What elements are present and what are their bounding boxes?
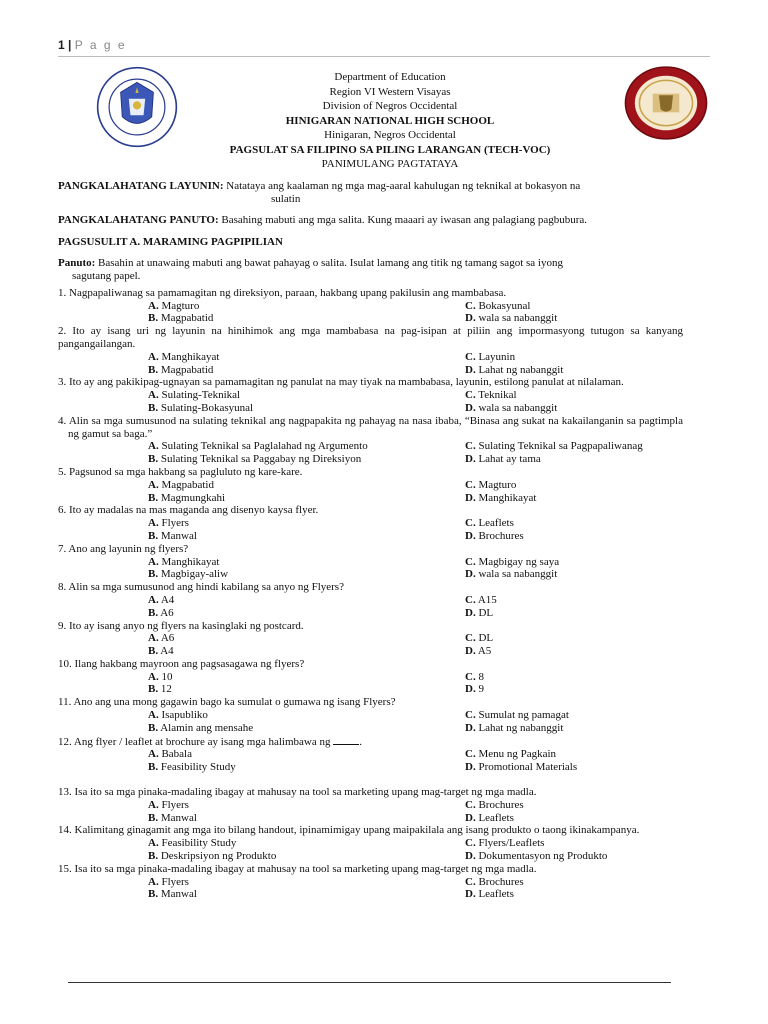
option-letter: C.	[465, 350, 476, 363]
question-item	[58, 543, 683, 581]
option-letter: C.	[465, 517, 476, 530]
option-letter: D.	[465, 312, 476, 325]
question-stem: 3. Ito ay ang pakikipag-ugnayan sa pamamagitan ng panulat na may tiyak na mambabasa, layunin, estilong panulat at nilalaman.	[58, 376, 624, 389]
option-letter: D.	[465, 888, 476, 901]
question-list	[58, 287, 683, 901]
option-grid	[148, 351, 683, 377]
answer-option	[465, 837, 683, 850]
answer-option	[148, 761, 465, 774]
spacer	[58, 774, 683, 786]
answer-option	[148, 812, 465, 825]
option-text: Menu ng Pagkain	[475, 748, 557, 761]
section-title: PAGSUSULIT A. MARAMING PAGPIPILIAN	[58, 236, 283, 249]
page-number: 1 | P a g e	[58, 38, 127, 52]
option-letter: A.	[148, 593, 159, 606]
option-letter: C.	[465, 709, 476, 722]
instructions-label: PANGKALAHATANG PANUTO:	[58, 213, 219, 226]
answer-option	[148, 351, 465, 364]
general-instructions	[58, 214, 683, 227]
option-text: Sulating-Bokasyunal	[158, 401, 254, 414]
answer-option	[465, 453, 683, 466]
option-letter: A.	[148, 748, 159, 761]
answer-option	[465, 556, 683, 569]
option-text: Magpabatid	[158, 312, 214, 325]
option-text: Feasibility Study	[158, 837, 237, 850]
option-text: A4	[158, 593, 175, 606]
option-text: Magbigay ng saya	[475, 555, 560, 568]
option-grid	[148, 632, 683, 658]
question-text	[58, 466, 683, 479]
answer-option	[148, 837, 465, 850]
header-line: Department of Education	[334, 71, 446, 83]
option-letter: B.	[148, 645, 159, 658]
question-text	[58, 786, 683, 799]
question-stem: 11. Ano ang una mong gagawin bago ka sumulat o gumawa ng isang Flyers?	[58, 696, 396, 709]
option-letter: B.	[148, 683, 159, 696]
answer-option	[148, 876, 465, 889]
question-item	[58, 735, 683, 774]
option-text: Brochures	[475, 798, 524, 811]
option-letter: A.	[148, 440, 159, 453]
option-text: 8	[475, 670, 484, 683]
option-letter: A.	[148, 555, 159, 568]
option-text: Brochures	[475, 875, 524, 888]
exam-content	[58, 180, 683, 901]
option-text: A6	[158, 606, 174, 619]
option-text: Babala	[158, 748, 192, 761]
question-stem: 6. Ito ay madalas na mas maganda ang disenyo kaysa flyer.	[58, 504, 319, 517]
option-grid	[148, 479, 683, 505]
option-letter: A.	[148, 299, 159, 312]
answer-option	[148, 594, 465, 607]
option-text: A5	[475, 645, 492, 658]
question-text	[58, 620, 683, 633]
option-text: Sulating Teknikal sa Paglalahad ng Argumento	[158, 440, 368, 453]
answer-option	[465, 568, 683, 581]
question-stem: 8. Alin sa mga sumusunod ang hindi kabilang sa anyo ng Flyers?	[58, 581, 344, 594]
answer-option	[465, 799, 683, 812]
option-letter: D.	[465, 761, 476, 774]
answer-option	[148, 492, 465, 505]
option-text: A15	[475, 593, 497, 606]
panuto-text-cont: sagutang papel.	[72, 269, 141, 282]
option-letter: B.	[148, 529, 159, 542]
option-grid	[148, 440, 683, 466]
question-item	[58, 658, 683, 696]
option-text: Magpabatid	[158, 478, 214, 491]
option-text: Leaflets	[475, 811, 514, 824]
answer-option	[148, 799, 465, 812]
question-text	[58, 543, 683, 556]
option-letter: B.	[148, 850, 159, 863]
answer-option	[148, 632, 465, 645]
header-rule	[58, 56, 710, 57]
answer-option	[465, 671, 683, 684]
answer-option	[465, 389, 683, 402]
question-item	[58, 504, 683, 542]
question-text	[58, 376, 683, 389]
answer-option	[148, 556, 465, 569]
answer-option	[148, 607, 465, 620]
option-grid	[148, 837, 683, 863]
option-letter: A.	[148, 709, 159, 722]
answer-option	[148, 402, 465, 415]
option-letter: B.	[148, 568, 159, 581]
option-letter: C.	[465, 478, 476, 491]
option-text: Leaflets	[475, 888, 514, 901]
question-item	[58, 786, 683, 824]
option-letter: C.	[465, 798, 476, 811]
header-line: Division of Negros Occidental	[322, 100, 458, 112]
option-text: wala sa nabanggit	[475, 401, 558, 414]
option-letter: C.	[465, 748, 476, 761]
answer-option	[465, 312, 683, 325]
option-letter: A.	[148, 875, 159, 888]
option-text: Brochures	[475, 529, 524, 542]
option-letter: B.	[148, 491, 159, 504]
option-letter: A.	[148, 837, 159, 850]
option-grid	[148, 517, 683, 543]
option-text: 9	[475, 683, 484, 696]
option-text: wala sa nabanggit	[475, 568, 558, 581]
option-text: Layunin	[475, 350, 516, 363]
option-letter: A.	[148, 632, 159, 645]
question-stem: 5. Pagsunod sa mga hakbang sa pagluluto ng kare-kare.	[58, 465, 303, 478]
option-grid	[148, 389, 683, 415]
option-text: Manwal	[158, 529, 197, 542]
answer-option	[148, 709, 465, 722]
option-text: Lahat ng nabanggit	[475, 721, 564, 734]
answer-option	[465, 876, 683, 889]
answer-option	[148, 440, 465, 453]
answer-option	[465, 888, 683, 901]
answer-option	[465, 530, 683, 543]
answer-option	[148, 748, 465, 761]
option-text: Magbigay-aliw	[158, 568, 229, 581]
option-text: Bokasyunal	[475, 299, 531, 312]
option-letter: D.	[465, 491, 476, 504]
option-text: Flyers/Leaflets	[475, 837, 545, 850]
option-letter: D.	[465, 529, 476, 542]
option-text: Manghikayat	[158, 555, 220, 568]
document-header	[180, 70, 600, 172]
option-letter: B.	[148, 401, 159, 414]
option-text: A6	[158, 632, 175, 645]
option-text: Dokumentasyon ng Produkto	[475, 850, 608, 863]
option-text: Isapubliko	[158, 709, 208, 722]
option-text: Teknikal	[475, 389, 517, 402]
question-text	[58, 581, 683, 594]
header-line: PANIMULANG PAGTATAYA	[321, 158, 459, 170]
option-letter: A.	[148, 798, 159, 811]
option-letter: D.	[465, 811, 476, 824]
test-instructions	[58, 257, 683, 283]
option-text: 10	[158, 670, 173, 683]
answer-option	[465, 364, 683, 377]
option-letter: D.	[465, 363, 476, 376]
answer-option	[465, 517, 683, 530]
answer-option	[465, 683, 683, 696]
option-letter: D.	[465, 606, 476, 619]
option-text: Sulating Teknikal sa Paggabay ng Direksiyon	[158, 453, 362, 466]
option-letter: A.	[148, 517, 159, 530]
option-text: 12	[158, 683, 172, 696]
option-letter: D.	[465, 721, 476, 734]
answer-option	[148, 888, 465, 901]
option-grid	[148, 876, 683, 902]
option-letter: D.	[465, 568, 476, 581]
answer-option	[465, 594, 683, 607]
question-text	[58, 696, 683, 709]
question-text	[58, 658, 683, 671]
answer-option	[148, 530, 465, 543]
option-grid	[148, 799, 683, 825]
option-text: Magpabatid	[158, 363, 214, 376]
answer-option	[465, 850, 683, 863]
answer-option	[465, 722, 683, 735]
objective-label: PANGKALAHATANG LAYUNIN:	[58, 180, 224, 192]
question-text	[58, 824, 683, 837]
option-text: DL	[475, 606, 494, 619]
objective-text: Natataya ang kaalaman ng mga mag-aaral kahulugan ng teknikal at bokasyon na	[223, 180, 581, 192]
option-letter: D.	[465, 453, 476, 466]
answer-option	[148, 479, 465, 492]
option-text: Lahat ay tama	[475, 453, 541, 466]
header-line: Region VI Western Visayas	[329, 85, 451, 98]
instructions-text: Basahing mabuti ang mga salita. Kung maaari ay iwasan ang palagiang pagbubura.	[218, 213, 588, 226]
question-text	[58, 863, 683, 876]
option-letter: C.	[465, 593, 476, 606]
answer-option	[148, 671, 465, 684]
option-text: Magturo	[158, 299, 200, 312]
answer-option	[465, 607, 683, 620]
answer-option	[148, 722, 465, 735]
option-text: Flyers	[158, 875, 189, 888]
answer-option	[148, 312, 465, 325]
option-letter: B.	[148, 811, 159, 824]
question-item	[58, 581, 683, 619]
option-letter: C.	[465, 299, 476, 312]
answer-blank	[333, 735, 359, 745]
option-text: Manghikayat	[475, 491, 537, 504]
answer-option	[148, 850, 465, 863]
option-letter: B.	[148, 888, 159, 901]
option-grid	[148, 300, 683, 326]
option-text: Magmungkahi	[158, 491, 226, 504]
option-letter: C.	[465, 389, 476, 402]
question-stem: 7. Ano ang layunin ng flyers?	[58, 542, 189, 555]
header-line: PAGSULAT SA FILIPINO SA PILING LARANGAN (TECH-VOC)	[229, 143, 551, 156]
option-letter: A.	[148, 389, 159, 402]
school-crest-icon	[622, 64, 710, 142]
option-letter: B.	[148, 363, 159, 376]
question-item	[58, 696, 683, 734]
option-letter: C.	[465, 875, 476, 888]
option-grid	[148, 748, 683, 774]
option-text: Manghikayat	[158, 350, 220, 363]
objective-text-cont: sulatin	[271, 192, 301, 205]
option-letter: D.	[465, 645, 476, 658]
panuto-label: Panuto:	[58, 257, 96, 270]
header-line: Hinigaran, Negros Occidental	[324, 129, 456, 141]
answer-option	[148, 517, 465, 530]
option-text: Sulating-Teknikal	[158, 389, 241, 402]
option-grid	[148, 671, 683, 697]
option-text: Flyers	[158, 798, 189, 811]
question-stem: 15. Isa ito sa mga pinaka-madaling ibagay at mahusay na tool sa marketing upang mag-target ng mga madla.	[58, 862, 537, 875]
question-stem: 13. Isa ito sa mga pinaka-madaling ibagay at mahusay na tool sa marketing upang mag-target ng mga madla.	[58, 786, 537, 799]
answer-option	[465, 479, 683, 492]
option-letter: B.	[148, 453, 159, 466]
option-letter: D.	[465, 683, 476, 696]
option-text: Sumulat ng pamagat	[475, 709, 569, 722]
question-text	[58, 415, 683, 441]
option-letter: B.	[148, 312, 159, 325]
answer-option	[148, 453, 465, 466]
question-item	[58, 466, 683, 504]
answer-option	[465, 812, 683, 825]
question-text	[58, 504, 683, 517]
general-objective	[58, 180, 683, 206]
question-text	[58, 735, 683, 749]
option-letter: A.	[148, 670, 159, 683]
answer-option	[465, 402, 683, 415]
option-grid	[148, 594, 683, 620]
question-item	[58, 863, 683, 901]
question-item	[58, 824, 683, 862]
header-line: HINIGARAN NATIONAL HIGH SCHOOL	[285, 114, 495, 127]
option-grid	[148, 556, 683, 582]
answer-option	[148, 683, 465, 696]
option-text: A4	[158, 645, 174, 658]
question-item	[58, 620, 683, 658]
option-letter: B.	[148, 606, 159, 619]
answer-option	[465, 645, 683, 658]
option-text: Promotional Materials	[475, 761, 578, 774]
question-item	[58, 376, 683, 414]
option-letter: C.	[465, 440, 476, 453]
option-text: Manwal	[158, 888, 197, 901]
question-item	[58, 287, 683, 325]
answer-option	[148, 389, 465, 402]
option-letter: D.	[465, 850, 476, 863]
option-text: Feasibility Study	[158, 761, 236, 774]
question-item	[58, 415, 683, 466]
answer-option	[148, 645, 465, 658]
option-letter: D.	[465, 401, 476, 414]
answer-option	[148, 568, 465, 581]
option-text: Lahat ng nabanggit	[475, 363, 564, 376]
answer-option	[465, 492, 683, 505]
option-letter: C.	[465, 555, 476, 568]
option-text: Flyers	[158, 517, 189, 530]
question-stem: 4. Alin sa mga sumusunod na sulating teknikal ang nagpapakita ng pahayag na nasa ibaba, “Binasa ang sukat na kakailanganin sa pagtimpla ng gamut sa baga.”	[58, 414, 683, 440]
answer-option	[465, 748, 683, 761]
option-text: wala sa nabanggit	[475, 312, 558, 325]
option-text: Alamin ang mensahe	[158, 721, 254, 734]
footer-rule	[68, 982, 671, 983]
answer-option	[465, 709, 683, 722]
option-text: Sulating Teknikal sa Pagpapaliwanag	[475, 440, 643, 453]
answer-option	[465, 761, 683, 774]
option-letter: A.	[148, 478, 159, 491]
answer-option	[465, 632, 683, 645]
option-letter: C.	[465, 837, 476, 850]
option-letter: B.	[148, 761, 159, 774]
option-letter: C.	[465, 670, 476, 683]
question-stem: 14. Kalimitang ginagamit ang mga ito bilang handout, ipinamimigay upang maipakilala ang isang produkto o taong ikinakampanya.	[58, 824, 640, 837]
option-letter: A.	[148, 350, 159, 363]
question-text	[58, 287, 683, 300]
option-text: Manwal	[158, 811, 197, 824]
deped-seal-icon	[96, 66, 178, 148]
answer-option	[465, 300, 683, 313]
question-stem: 1. Nagpapaliwanag sa pamamagitan ng direksiyon, paraan, hakbang upang pakilusin ang mambabasa.	[58, 286, 507, 299]
option-grid	[148, 709, 683, 735]
question-stem: 12. Ang flyer / leaflet at brochure ay isang mga halimbawa ng	[58, 735, 334, 748]
option-text: DL	[475, 632, 494, 645]
answer-option	[148, 364, 465, 377]
answer-option	[465, 351, 683, 364]
option-text: Deskripsiyon ng Produkto	[158, 850, 277, 863]
question-text	[58, 325, 683, 351]
question-item	[58, 325, 683, 376]
option-text: Magturo	[475, 478, 517, 491]
option-text: Leaflets	[475, 517, 514, 530]
question-stem: 9. Ito ay isang anyo ng flyers na kasinglaki ng postcard.	[58, 619, 304, 632]
option-letter: B.	[148, 721, 159, 734]
question-stem: 10. Ilang hakbang mayroon ang pagsasagawa ng flyers?	[58, 657, 305, 670]
question-suffix: .	[359, 735, 362, 748]
panuto-text: Basahin at unawaing mabuti ang bawat pahayag o salita. Isulat lamang ang titik ng tamang sagot sa iyong	[95, 257, 563, 270]
answer-option	[148, 300, 465, 313]
option-letter: C.	[465, 632, 476, 645]
answer-option	[465, 440, 683, 453]
question-stem: 2. Ito ay isang uri ng layunin na hinihimok ang mga mambabasa na pag-isipan at piliin ang impormasyong tutugon sa kanyang pangangailangan.	[58, 325, 683, 350]
